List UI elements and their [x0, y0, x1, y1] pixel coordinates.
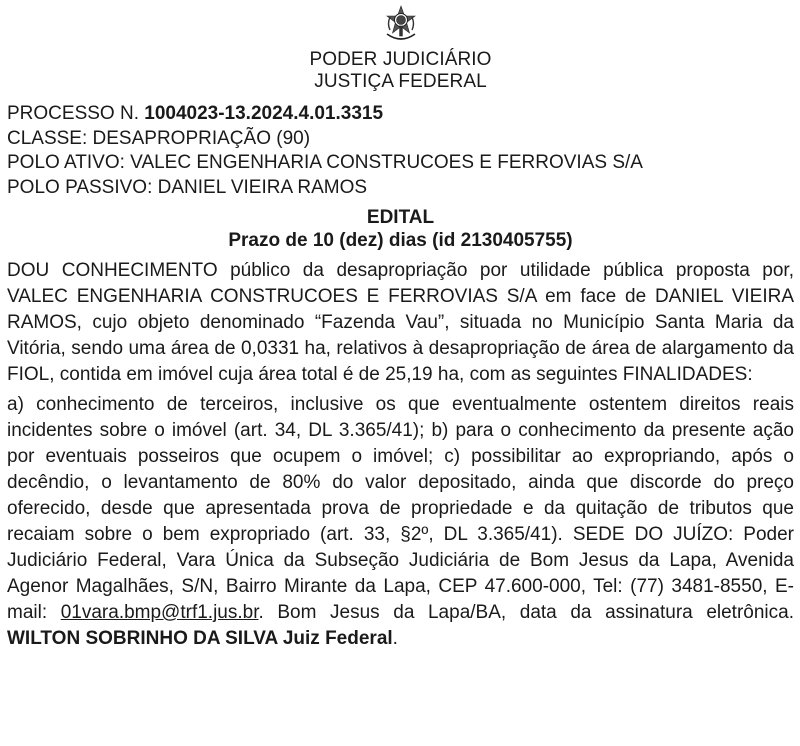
process-number: 1004023-13.2024.4.01.3315: [144, 103, 384, 124]
process-line: [7, 102, 794, 127]
active-pole-line: POLO ATIVO: VALEC ENGENHARIA CONSTRUCOES E FERROVIAS S/A: [7, 152, 643, 173]
edital-title: EDITAL: [366, 207, 435, 228]
body-paragraph-1: DOU CONHECIMENTO público da desapropriação por utilidade pública proposta por, VALEC ENGENHARIA CONSTRUCOES E FERROVIAS S/A em face de DANIEL VIEIRA RAMOS, cujo objeto denominado “Fazenda Vau”, situada no Município Santa Maria da Vitória, sendo uma área de 0,0331 ha, relativos à desapropriação de área de alargamento da FIOL, contida em imóvel cuja área total é de 25,19 ha, com as seguintes FINALIDADES:: [7, 260, 794, 385]
body-paragraph-2: [7, 392, 794, 652]
edital-deadline: Prazo de 10 (dez) dias (id 2130405755): [228, 230, 573, 251]
brazil-coat-of-arms-icon: [381, 4, 421, 44]
case-metadata: [7, 102, 794, 200]
final-period: .: [392, 628, 398, 649]
paragraph2-text: a) conhecimento de terceiros, inclusive os que eventualmente ostentem direitos reais incidentes sobre o imóvel (art. 34, DL 3.365/41); b) para o conhecimento da presente ação por eventuais posseiros que ocupem o imóvel; c) possibilitar ao expropriando, após o decêndio, o levantamento de 80% do valor depositado, ainda que discorde do preço oferecido, desde que apresentada prova de propriedade e da quitação de tributos que recaiam sobre o bem expropriado (art. 33, §2º, DL 3.365/41). SEDE DO JUÍZO: Poder Judiciário Federal, Vara Única da Subseção Judiciária de Bom Jesus da Lapa, Avenida Agenor Magalhães, S/N, Bairro Mirante da Lapa, CEP 47.600-000, Tel: (77) 3481-8550, E-mail:: [7, 394, 794, 623]
email-link[interactable]: 01vara.bmp@trf1.jus.br: [60, 602, 259, 623]
paragraph2-tail: . Bom Jesus da Lapa/BA, data da assinatura eletrônica.: [258, 602, 794, 623]
passive-pole-line: POLO PASSIVO: DANIEL VIEIRA RAMOS: [7, 176, 368, 198]
process-label: PROCESSO N.: [7, 103, 145, 124]
court-header: [7, 49, 794, 93]
court-header-line1: PODER JUDICIÁRIO: [309, 49, 492, 70]
class-line: CLASSE: DESAPROPRIAÇÃO (90): [7, 127, 311, 149]
court-header-line2: JUSTIÇA FEDERAL: [314, 71, 487, 92]
emblem-container: [7, 0, 794, 46]
judge-signature: WILTON SOBRINHO DA SILVA Juiz Federal: [7, 628, 393, 649]
